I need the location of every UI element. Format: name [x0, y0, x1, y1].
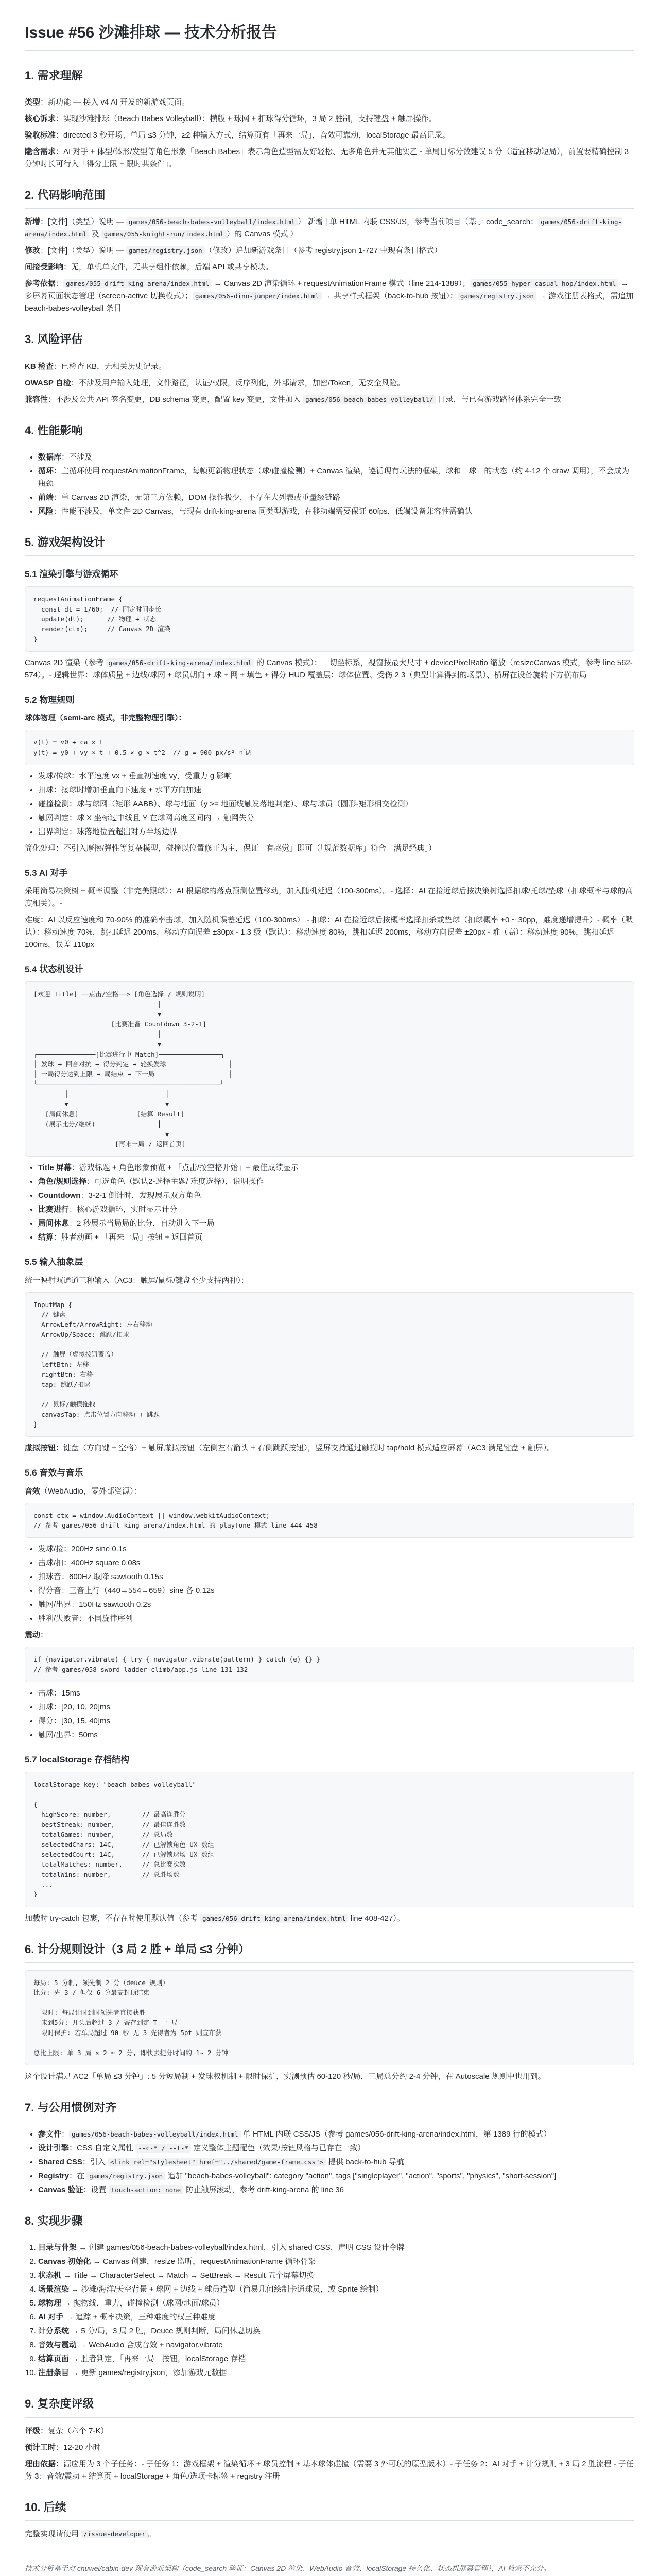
- list-item: • 扣球：接球时增加垂直向下速度 + 水平方向加速: [38, 784, 634, 796]
- audio-label: 音效（WebAudio，零外部资源）：: [25, 1486, 142, 1496]
- list-item: • 角色/规则选择：可选角色（默认2-选择主题/ 难度选择），说明操作: [38, 1176, 634, 1188]
- list-item: 3. 状态机 → Title → CharacterSelect → Match → SetBreak → Result 五个屏幕切换: [38, 2269, 634, 2282]
- list-item: 8. 音效与震动 → WebAudio 合成音效 + navigator.vibrate: [38, 2339, 634, 2351]
- list-item: • Title 屏幕：游戏标题 + 角色形象预览 + 「点击/按空格开始」+ 最佳成绩显示: [38, 1162, 634, 1174]
- impact-reference: 参考依据： games/055-drift-king-arena/index.html → Canvas 2D 渲染循环 + requestAnimationFrame 模式（line 214-1389）； games/055-hyper-casual-hop/index.html → 多屏幕页面状态管理（screen-active 切换模式）； games/056-dino-jumper/index.html → 共享样式框架（back-to-hub 按钮）； games/registry.json → 游戏注册表格式，需追加 beach-babes-volleyball 条目: [25, 279, 634, 313]
- subsection-heading-storage: 5.7 localStorage 存档结构: [25, 1755, 130, 1765]
- impact-modify: 修改：[文件]（类型）说明 — games/registry.json （修改）追加新游戏条目（参考 registry.json 1-727 中现有条目格式）: [25, 246, 442, 256]
- issue-developer-command: /issue-developer: [81, 2530, 148, 2538]
- list-item: • 结算：胜者动画 + 「再来一局」按钮 + 返回首页: [38, 1231, 634, 1244]
- list-item: • 比赛进行：核心游戏循环，实时显示计分: [38, 1204, 634, 1216]
- list-item: 4. 场景渲染 → 沙滩/海洋/天空背景 + 球网 + 边线 + 球员造型（简易几何绘制卡通球员，或 Sprite 绘制）: [38, 2283, 634, 2296]
- risk-owasp: OWASP 自检：不涉及用户输入处理，文件路径，认证/权限，反序列化，外部请求，加密/Token，无安全风险。: [25, 378, 405, 387]
- list-item: 6. AI 对手 → 追踪 + 概率决策，三种难度的权三种难度: [38, 2311, 634, 2324]
- section-heading-scoring: 6. 计分规则设计（3 局 2 胜 + 单局 ≤3 分钟）: [25, 1940, 634, 1963]
- section-heading-complexity: 9. 复杂度评级: [25, 2395, 634, 2417]
- section-heading-requirements: 1. 需求理解: [25, 66, 634, 89]
- physics-list: [38, 770, 634, 838]
- risk-kb: KB 检查：已检查 KB，无相关历史记录。: [25, 362, 167, 371]
- list-item: • Registry：在 games/registry.json 追加 "beach-babes-volleyball": category "action", tags ["singleplayer", "action", "sports", "physics", "short-session"]: [38, 2170, 634, 2182]
- req-core: 核心诉求：实现沙滩排球（Beach Babes Volleyball）：横版 + 球网 + 扣球得分循环，3 局 2 胜制，支持键盘 + 触屏操作。: [25, 114, 437, 124]
- risk-compat: 兼容性：不涉及公共 API 签名变更，DB schema 变更，配置 key 变更，文件加入 games/056-beach-babes-volleyball/ 目录，与已有游戏路径体系完全一致: [25, 395, 562, 404]
- list-item: • 出界判定：球落地位置超出对方半场边界: [38, 826, 634, 838]
- subsection-heading-audio: 5.6 音效与音乐: [25, 1468, 83, 1478]
- list-item: • 循环：主循环使用 requestAnimationFrame，每帧更新物理状态（球/碰撞检测）+ Canvas 渲染，遵循现有玩法的框架，球和「球」的状态（约 4-12 个 draw 调用），不会成为瓶颈: [38, 465, 634, 490]
- req-type: 类型：新功能 — 接入 v4 AI 开发的新游戏页面。: [25, 98, 190, 107]
- ai-text: 采用简易决策树 + 概率调整（非完美跟球）：AI 根据球的落点预测位置移动，加入随机延迟（100-300ms）。- 选择：AI 在接近球后按决策树选择扣球/托球/垫球（扣球概率与球的高度相关）。-: [25, 887, 633, 908]
- scoring-text: 这个设计满足 AC2「单局 ≤3 分钟」: 5 分短局制 + 发球权机制 + 限时保护，实测预估 60-120 秒/局，三局总分约 2-4 分钟，在 Autoscale 规则中也用到。: [25, 2072, 546, 2081]
- code-block-scoring: 每局: 5 分制, 领先制 2 分（deuce 规则） 比分: 先 3 / 但仅 6 分最高封顶结束 — 限时: 每局计时到时领先者直接获胜 — 未到5分: 开头后超过 3 / 寄存到定 T 一 局 — 限时保护: 若单局超过 90 秒 无 3 先得者为 5pt 则宣布获 总比上限: 单 3 局 × 2 ≈ 2 分, 即快去提分时间约 1~ 2 分钟: [25, 1970, 634, 2065]
- list-item: • 前端：单 Canvas 2D 渲染，无第三方依赖，DOM 操作极少，不存在大列表或重量级链路: [38, 492, 634, 504]
- list-item: • Canvas 验证：设置 touch-action: none 防止触屏滚动，参考 drift-king-arena 的 line 36: [38, 2184, 634, 2196]
- list-item: • 局间休息：2 秒展示当局局的比分，自动进入下一局: [38, 1217, 634, 1230]
- list-item: • 碰撞检测：球与球网（矩形 AABB）、球与地面（y >= 地面线触发落地判定）、球与球员（圆形-矩形相交检测）: [38, 798, 634, 810]
- complexity-basis: 理由依据：源应用为 3 个子任务：- 子任务 1：游戏框架 + 渲染循环 + 球员控制 + 基本球体碰撞（需要 3 外可玩的原型版本）- 子任务 2：AI 对手 + 计分规则 + 3 局 2 胜流程 - 子任务 3：音效/震动 + 结算页 + localStorage + 角色/选项卡标签 + registry 注册: [25, 2459, 634, 2481]
- subsection-heading-render: 5.1 渲染引擎与游戏循环: [25, 569, 118, 579]
- list-item: • 数据库：不涉及: [38, 451, 634, 464]
- perf-list: [38, 451, 634, 518]
- list-item: • 扣球音：600Hz 取降 sawtooth 0.15s: [38, 1571, 634, 1583]
- list-item: • 扣球：[20, 10, 20]ms: [38, 1701, 634, 1714]
- section-heading-architecture: 5. 游戏架构设计: [25, 533, 634, 556]
- list-item: • 发球/传球：水平速度 vx + 垂直初速度 vy，受重力 g 影响: [38, 770, 634, 783]
- list-item: • 击球：15ms: [38, 1687, 634, 1700]
- code-block-physics: v(t) = v0 + ca × t y(t) = y0 + vy × t + 0.5 × g × t^2 // g = 900 px/s² 可调: [25, 730, 634, 765]
- subsection-heading-physics: 5.2 物理规则: [25, 695, 75, 705]
- subsection-heading-input: 5.5 输入抽象层: [25, 1257, 83, 1267]
- list-item: 5. 球物理 → 抛物线，重力，碰撞检测（球网/地面/球员）: [38, 2297, 634, 2310]
- section-heading-performance: 4. 性能影响: [25, 421, 634, 444]
- list-item: 1. 目录与骨架 → 创建 games/056-beach-babes-volleyball/index.html，引入 shared CSS，声明 CSS 设计令牌: [38, 2242, 634, 2254]
- impact-indirect: 间接受影响：无，单机单文件，无共享组件依赖，后端 API 或共享模块。: [25, 263, 273, 272]
- code-block-storage: localStorage key: "beach_babes_volleyball" { highScore: number, // 最高连胜分 bestStreak: number, // 最佳连胜数 totalGames: number, // 总局数 selectedChars: 14C, // 已解锁角色 UX 数组 selectedCourt: 14C, // 已解锁球场 UX 数组 totalMatches: number, // 总比赛次数 totalWins: number, // 总胜场数 ... }: [25, 1772, 634, 1907]
- render-desc: Canvas 2D 渲染（参考 games/056-drift-king-arena/index.html 的 Canvas 模式）：一切坐标系，视窗按最大尺寸 + devicePixelRatio 缩放（resizeCanvas 模式，参考 line 562-574）。- 逻辑世界：球体质量 + 边线/球网 + 球员朝向 + 球 + 网 + 填色 + 得分 HUD 覆盖层：球体位置、受伤 2 3（典型计算得到的场景）、横屏在设备旋转下方横布局: [25, 658, 633, 680]
- subsection-heading-state-machine: 5.4 状态机设计: [25, 964, 83, 975]
- list-item: • 触网/出界：150Hz sawtooth 0.2s: [38, 1599, 634, 1611]
- subsection-heading-ai: 5.3 AI 对手: [25, 868, 68, 878]
- section-heading-risk: 3. 风险评估: [25, 330, 634, 353]
- storage-note: 加载时 try-catch 包裹，不存在时使用默认值（参考 games/056-drift-king-arena/index.html line 408-427）。: [25, 1913, 405, 1923]
- list-item: • 风险：性能不涉及，单文件 2D Canvas，与现有 drift-king-arena 同类型游戏，在移动端需要保证 60fps，低端设备兼容性需确认: [38, 505, 634, 518]
- input-note: 虚拟按钮：键盘（方向键 + 空格）+ 触屏虚拟按钮（左侧左右箭头 + 右侧跳跃按钮），竖屏支持通过触摸时 tap/hold 模式适应屏幕（AC3 满足键盘 + 触屏）。: [25, 1444, 555, 1453]
- impact-new: 新增：[文件]（类型）说明 — games/056-beach-babes-volleyball/index.html ） 新增 | 单 HTML 内联 CSS/JS，参考当前项目（基于 code_search： games/056-drift-king-arena/index.html 及 games/055-knight-run/index.html ）的 Canvas 模式 ）: [25, 217, 622, 239]
- vibration-list: [38, 1687, 634, 1741]
- list-item: • Countdown：3-2-1 倒计时，发现展示双方角色: [38, 1190, 634, 1202]
- code-block-audio: const ctx = window.AudioContext || window.webkitAudioContext; // 参考 games/056-drift-king-arena/index.html 的 playTone 模式 line 444-458: [25, 1503, 634, 1538]
- list-item: • 参文件： games/056-beach-babes-volleyball/index.html 单 HTML 内联 CSS/JS（参考 games/056-drift-king-arena/index.html，第 1389 行的模式）: [38, 2128, 634, 2141]
- physics-sub: 球体物理（semi-arc 模式，非完整物理引擎）：: [25, 714, 186, 723]
- sfx-list: [38, 1543, 634, 1625]
- list-item: • 得分：[30, 15, 40]ms: [38, 1715, 634, 1727]
- list-item: 10. 注册条目 → 更新 games/registry.json，添加游戏元数据: [38, 2367, 634, 2379]
- req-accept: 验收标准：directed 3 秒开场、单局 ≤3 分钟，≥2 种输入方式，结算页有「再来一局」，音效可靠动，localStorage 最高记录。: [25, 131, 450, 140]
- state-list: [38, 1162, 634, 1244]
- list-item: 7. 计分系统 → 5 分/局，3 局 2 胜，Deuce 规则判断，局间休息切换: [38, 2325, 634, 2337]
- section-heading-next: 10. 后续: [25, 2498, 634, 2521]
- code-block-input-map: InputMap { // 键盘 ArrowLeft/ArrowRight: 左右移动 ArrowUp/Space: 跳跃/扣球 // 触屏（虚拟按钮覆盖） leftBtn: 左移 rightBtn: 右移 tap: 跳跃/扣球 // 鼠标/触摸拖拽 canvasTap: 点击位置方向移动 + 跳跃 }: [25, 1292, 634, 1437]
- list-item: • 触网/出界：50ms: [38, 1729, 634, 1741]
- req-implied: 隐含需求：AI 对手 + 体型/体形/发型等角色形象「Beach Babes」表示角色造型需友好轻松、无多角色并无其他实乙 - 单局目标分数建议 5 分（适宜移动短局），前置要精确控制 3 分钟时长可行入「得分上限 + 限时共条件」。: [25, 147, 629, 169]
- code-block-game-loop: requestAnimationFrame { const dt = 1/60; // 固定时间步长 update(dt); // 物理 + 状态 render(ctx); // Canvas 2D 渲染 }: [25, 586, 634, 652]
- physics-simplify: 简化处理：不引入摩擦/弹性等复杂模型，碰撞以位置修正为主，保证「有感觉」即可（「规范数据库」符合「满足经典」）: [25, 843, 437, 853]
- conventions-list: [38, 2128, 634, 2196]
- list-item: • Shared CSS：引入 <link rel="stylesheet" href="../shared/game-frame.css"> 提供 back-to-hub 导航: [38, 2156, 634, 2168]
- list-item: • 胜利/失败音：不同旋律序列: [38, 1613, 634, 1625]
- vibration-label: 震动：: [25, 1631, 48, 1640]
- complexity-time: 预计工时：12-20 小时: [25, 2443, 101, 2452]
- list-item: • 设计引擎：CSS 自定义属性 --c-* / --t-* 定义整体主题配色（效果/按钮风格与已存在一致）: [38, 2142, 634, 2155]
- list-item: • 击球/扣：400Hz square 0.08s: [38, 1557, 634, 1569]
- code-block-state-diagram: [欢迎 Title] ──点击/空格──> [角色选择 / 规则说明] │ ▼ [比赛准备 Countdown 3-2-1] │ ▼ ┌───────────────[比赛进行中 Match]────────────────┐ │ 发球 → 回合对抗 → 得分判定 → 轮换发球 │ │ 一局得分达到上限 → 局结束 → 下一局 │ └───────────────────────────────────────────────┘ │ │ ▼ ▼ [局间休息] [结算 Result] (展示比分/继续) │ ▼ [再来一局 / 返回首页]: [25, 981, 634, 1157]
- list-item: • 发球/接：200Hz sine 0.1s: [38, 1543, 634, 1555]
- steps-list: [38, 2242, 634, 2379]
- section-heading-code-impact: 2. 代码影响范围: [25, 186, 634, 209]
- section-heading-conventions: 7. 与公用惯例对齐: [25, 2098, 634, 2121]
- complexity-rating: 评级：复杂（六个 7-K）: [25, 2426, 109, 2435]
- list-item: 9. 结算页面 → 胜者判定，「再来一局」按钮，localStorage 存档: [38, 2353, 634, 2365]
- footer-note: 技术分析基于对 chuwei/cabin-dev 现有游戏架构（code_search 验证：Canvas 2D 渲染、WebAudio 音效、localStorage 持久化、状态机屏幕管理），AI 检索不充分。: [25, 2564, 551, 2572]
- input-intro: 统一映射双通道三种输入（AC3：触屏/鼠标/键盘至少支持两种）：: [25, 1276, 249, 1285]
- list-item: 2. Canvas 初始化 → Canvas 创建，resize 监听，requestAnimationFrame 循环骨架: [38, 2256, 634, 2268]
- code-block-vibration: if (navigator.vibrate) { try { navigator.vibrate(pattern) } catch (e) {} } // 参考 games/058-sword-ladder-climb/app.js line 131-132: [25, 1647, 634, 1682]
- list-item: • 得分音：三音上行（440→554→659）sine 各 0.12s: [38, 1585, 634, 1597]
- page-title: Issue #56 沙滩排球 — 技术分析报告: [25, 21, 634, 51]
- list-item: • 触网判定：球 X 坐标过中线且 Y 在球网高度区间内 → 触网失分: [38, 812, 634, 824]
- section-heading-steps: 8. 实现步骤: [25, 2212, 634, 2234]
- ai-difficulty: 难度：AI 以反应速度和 70-90% 的准确率击球，加入随机误差延迟（100-300ms） - 扣球：AI 在接近球后按概率选择扣杀或垫球（扣球概率 +0 ~ 30pp，难度递增提升）- 概率（默认）：移动速度 70%，跳扣延迟 200ms，移动方向误差 ±30px - 1.3 级（默认）：移动速度 80%，跳扣延迟 200ms，移动方向误差 ±20px - 难（高）：移动速度 90%，跳扣延迟 100ms，误差 ±10px: [25, 916, 633, 950]
- next-text: 完整实现请使用 /issue-developer 。: [25, 2529, 156, 2538]
